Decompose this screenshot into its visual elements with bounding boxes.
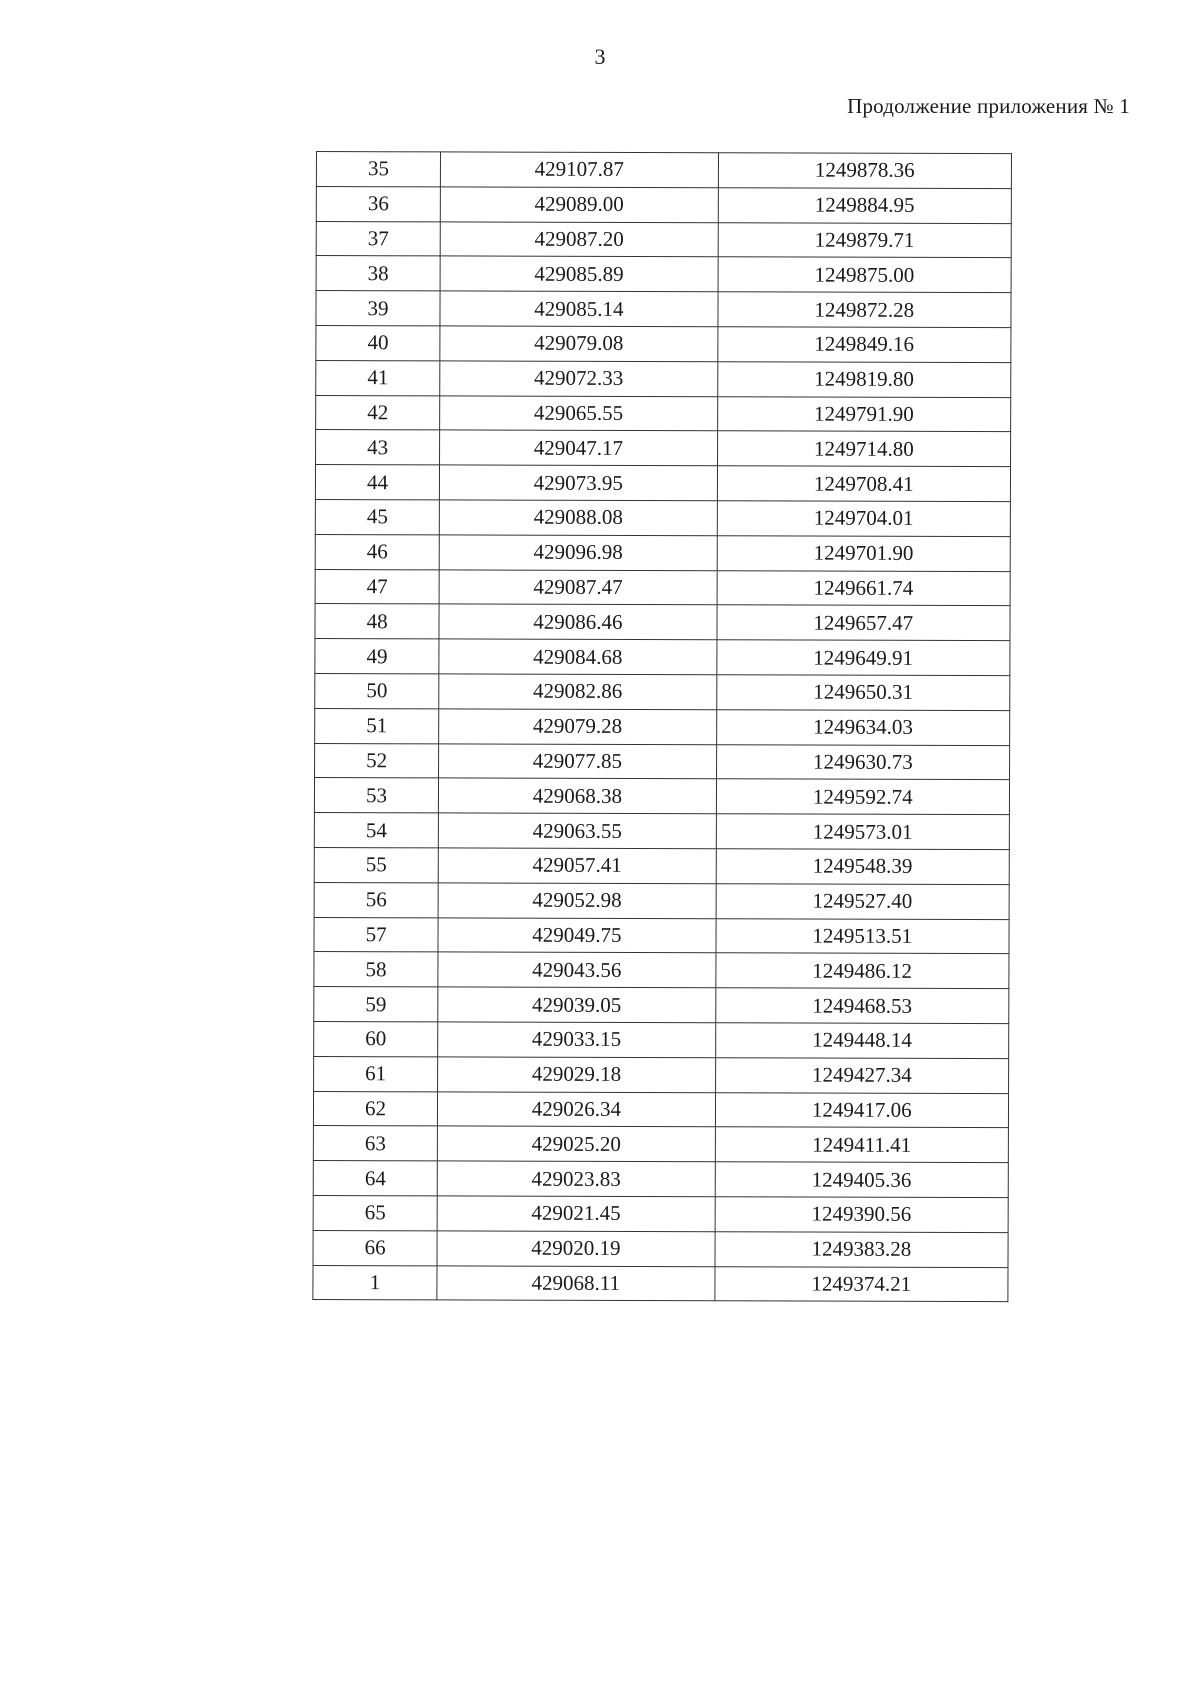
x-coordinate-cell: 429026.34 <box>438 1091 716 1127</box>
y-coordinate-cell: 1249448.14 <box>715 1023 1009 1059</box>
x-coordinate-cell: 429087.47 <box>439 569 717 605</box>
table-row <box>314 917 1009 954</box>
point-number-cell: 64 <box>313 1161 437 1196</box>
table-row <box>316 221 1011 258</box>
point-number-cell: 39 <box>316 291 440 326</box>
point-number-cell: 66 <box>313 1230 437 1265</box>
y-coordinate-cell: 1249714.80 <box>717 431 1011 467</box>
point-number-cell: 63 <box>313 1126 437 1161</box>
point-number-cell: 60 <box>314 1021 438 1056</box>
table-row <box>313 1230 1008 1267</box>
x-coordinate-cell: 429087.20 <box>440 221 718 257</box>
point-number-cell: 49 <box>315 639 439 674</box>
coordinates-table-body <box>313 152 1012 1302</box>
x-coordinate-cell: 429033.15 <box>438 1022 716 1058</box>
table-row <box>313 1161 1008 1198</box>
x-coordinate-cell: 429084.68 <box>439 639 717 675</box>
table-row <box>316 360 1011 397</box>
x-coordinate-cell: 429023.83 <box>437 1161 715 1197</box>
point-number-cell: 1 <box>313 1265 437 1300</box>
point-number-cell: 65 <box>313 1195 437 1230</box>
point-number-cell: 36 <box>316 186 440 221</box>
point-number-cell: 44 <box>315 465 439 500</box>
table-row <box>314 1056 1009 1093</box>
x-coordinate-cell: 429020.19 <box>437 1231 715 1267</box>
table-row <box>315 465 1010 502</box>
x-coordinate-cell: 429025.20 <box>437 1126 715 1162</box>
table-row <box>316 152 1011 189</box>
y-coordinate-cell: 1249548.39 <box>716 849 1010 885</box>
table-row <box>313 1126 1008 1163</box>
point-number-cell: 38 <box>316 256 440 291</box>
table-row <box>316 395 1011 432</box>
x-coordinate-cell: 429029.18 <box>438 1057 716 1093</box>
point-number-cell: 45 <box>315 499 439 534</box>
table-row <box>314 1021 1009 1058</box>
table-row <box>315 639 1010 676</box>
y-coordinate-cell: 1249405.36 <box>715 1162 1009 1198</box>
table-row <box>314 847 1009 884</box>
y-coordinate-cell: 1249573.01 <box>716 814 1010 850</box>
x-coordinate-cell: 429047.17 <box>440 430 718 466</box>
table-row <box>315 534 1010 571</box>
point-number-cell: 42 <box>316 395 440 430</box>
point-number-cell: 47 <box>315 569 439 604</box>
point-number-cell: 55 <box>314 847 438 882</box>
x-coordinate-cell: 429077.85 <box>439 743 717 779</box>
x-coordinate-cell: 429079.08 <box>440 326 718 362</box>
point-number-cell: 52 <box>315 743 439 778</box>
y-coordinate-cell: 1249704.01 <box>717 501 1011 537</box>
table-row <box>316 186 1011 223</box>
x-coordinate-cell: 429049.75 <box>438 917 716 953</box>
y-coordinate-cell: 1249374.21 <box>714 1266 1008 1302</box>
y-coordinate-cell: 1249819.80 <box>717 362 1011 398</box>
table-row <box>313 1195 1008 1232</box>
table-row <box>316 256 1011 293</box>
point-number-cell: 50 <box>315 673 439 708</box>
table-row <box>313 1265 1008 1302</box>
x-coordinate-cell: 429082.86 <box>439 674 717 710</box>
y-coordinate-cell: 1249650.31 <box>716 675 1010 711</box>
table-row <box>315 708 1010 745</box>
table-row <box>316 430 1011 467</box>
x-coordinate-cell: 429073.95 <box>440 465 718 501</box>
x-coordinate-cell: 429039.05 <box>438 987 716 1023</box>
table-row <box>316 291 1011 328</box>
y-coordinate-cell: 1249630.73 <box>716 744 1010 780</box>
x-coordinate-cell: 429063.55 <box>438 813 716 849</box>
point-number-cell: 59 <box>314 987 438 1022</box>
point-number-cell: 62 <box>313 1091 437 1126</box>
coordinates-table <box>312 151 1012 1302</box>
point-number-cell: 41 <box>316 360 440 395</box>
point-number-cell: 51 <box>315 708 439 743</box>
x-coordinate-cell: 429085.89 <box>440 256 718 292</box>
y-coordinate-cell: 1249879.71 <box>718 222 1012 258</box>
x-coordinate-cell: 429021.45 <box>437 1196 715 1232</box>
table-row <box>313 1091 1008 1128</box>
x-coordinate-cell: 429068.11 <box>437 1265 715 1301</box>
y-coordinate-cell: 1249661.74 <box>717 570 1011 606</box>
y-coordinate-cell: 1249875.00 <box>718 257 1012 293</box>
x-coordinate-cell: 429085.14 <box>440 291 718 327</box>
y-coordinate-cell: 1249649.91 <box>716 640 1010 676</box>
table-row <box>315 604 1010 641</box>
table-row <box>314 987 1009 1024</box>
y-coordinate-cell: 1249427.34 <box>715 1057 1009 1093</box>
page-number: 3 <box>594 44 606 69</box>
table-row <box>314 778 1009 815</box>
y-coordinate-cell: 1249872.28 <box>718 292 1012 328</box>
point-number-cell: 61 <box>314 1056 438 1091</box>
y-coordinate-cell: 1249417.06 <box>715 1092 1009 1128</box>
point-number-cell: 56 <box>314 882 438 917</box>
point-number-cell: 58 <box>314 952 438 987</box>
point-number-cell: 48 <box>315 604 439 639</box>
appendix-continuation-label: Продолжение приложения № 1 <box>847 94 1130 118</box>
table-row <box>314 882 1009 919</box>
table-row <box>314 813 1009 850</box>
y-coordinate-cell: 1249592.74 <box>716 779 1010 815</box>
x-coordinate-cell: 429089.00 <box>440 187 718 223</box>
y-coordinate-cell: 1249527.40 <box>716 883 1010 919</box>
y-coordinate-cell: 1249411.41 <box>715 1127 1009 1163</box>
y-coordinate-cell: 1249791.90 <box>717 396 1011 432</box>
table-row <box>315 499 1010 536</box>
point-number-cell: 37 <box>316 221 440 256</box>
table-row <box>315 673 1010 710</box>
x-coordinate-cell: 429107.87 <box>441 152 719 188</box>
y-coordinate-cell: 1249390.56 <box>715 1197 1009 1233</box>
x-coordinate-cell: 429043.56 <box>438 952 716 988</box>
x-coordinate-cell: 429072.33 <box>440 361 718 397</box>
x-coordinate-cell: 429057.41 <box>438 848 716 884</box>
y-coordinate-cell: 1249634.03 <box>716 710 1010 746</box>
y-coordinate-cell: 1249849.16 <box>717 327 1011 363</box>
x-coordinate-cell: 429052.98 <box>438 883 716 919</box>
x-coordinate-cell: 429088.08 <box>439 500 717 536</box>
point-number-cell: 35 <box>316 152 440 187</box>
point-number-cell: 46 <box>315 534 439 569</box>
y-coordinate-cell: 1249884.95 <box>718 188 1012 224</box>
y-coordinate-cell: 1249657.47 <box>717 605 1011 641</box>
point-number-cell: 57 <box>314 917 438 952</box>
y-coordinate-cell: 1249708.41 <box>717 466 1011 502</box>
table-row <box>315 569 1010 606</box>
y-coordinate-cell: 1249513.51 <box>716 918 1010 954</box>
x-coordinate-cell: 429096.98 <box>439 535 717 571</box>
point-number-cell: 43 <box>316 430 440 465</box>
table-row <box>315 743 1010 780</box>
table-row <box>314 952 1009 989</box>
x-coordinate-cell: 429065.55 <box>440 395 718 431</box>
y-coordinate-cell: 1249468.53 <box>715 988 1009 1024</box>
x-coordinate-cell: 429086.46 <box>439 604 717 640</box>
point-number-cell: 53 <box>314 778 438 813</box>
table-row <box>316 325 1011 362</box>
point-number-cell: 54 <box>314 813 438 848</box>
x-coordinate-cell: 429079.28 <box>439 709 717 745</box>
y-coordinate-cell: 1249486.12 <box>715 953 1009 989</box>
point-number-cell: 40 <box>316 325 440 360</box>
y-coordinate-cell: 1249878.36 <box>718 153 1012 189</box>
x-coordinate-cell: 429068.38 <box>439 778 717 814</box>
y-coordinate-cell: 1249383.28 <box>715 1231 1009 1267</box>
y-coordinate-cell: 1249701.90 <box>717 536 1011 572</box>
